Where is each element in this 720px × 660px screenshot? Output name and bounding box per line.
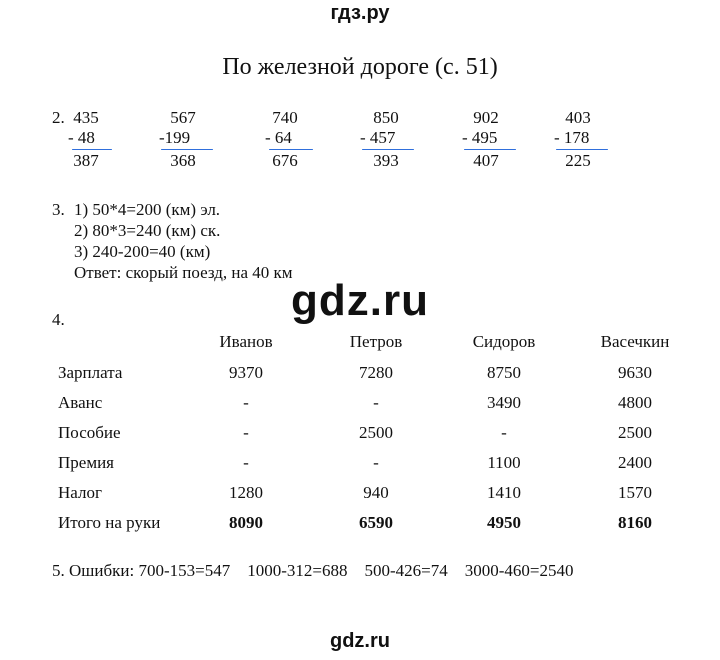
- table-cell: 940: [363, 483, 389, 502]
- table-cell: -: [501, 423, 507, 442]
- table-cell: 2500: [359, 423, 393, 442]
- task3-label: 3.: [52, 200, 65, 219]
- minuend: 567: [170, 108, 196, 127]
- difference: 393: [373, 151, 399, 170]
- difference: 676: [272, 151, 298, 170]
- task2-label: 2.: [52, 108, 65, 127]
- subtrahend: -199: [159, 128, 191, 147]
- row-label: Зарплата: [58, 363, 123, 382]
- minuend: 740: [272, 108, 298, 127]
- difference: 225: [565, 151, 591, 170]
- row-label: Налог: [58, 483, 102, 502]
- table-cell: -: [373, 453, 379, 472]
- subtrahend: - 48: [68, 128, 95, 147]
- column-header: Сидоров: [472, 332, 536, 351]
- subtrahend: - 178: [554, 128, 590, 147]
- underline: [269, 149, 313, 150]
- table-cell: 2500: [618, 423, 652, 442]
- table-cell: 3490: [487, 393, 521, 412]
- row-label: Премия: [58, 453, 114, 472]
- table-cell: -: [243, 453, 249, 472]
- subtrahend: - 495: [462, 128, 498, 147]
- table-cell: 9630: [618, 363, 652, 382]
- table-cell: 8750: [487, 363, 521, 382]
- row-label: Пособие: [58, 423, 121, 442]
- difference: 407: [473, 151, 499, 170]
- minuend: 850: [373, 108, 399, 127]
- task3-answer: Ответ: скорый поезд, на 40 км: [74, 263, 293, 282]
- subtrahend: - 64: [265, 128, 292, 147]
- underline: [464, 149, 516, 150]
- table-cell: -: [373, 393, 379, 412]
- underline: [362, 149, 414, 150]
- page-title: По железной дороге (с. 51): [222, 54, 498, 80]
- column-header: Васечкин: [600, 332, 670, 351]
- table-cell: -: [243, 423, 249, 442]
- task5-errors: 5. Ошибки: 700-153=547 1000-312=688 500-426=74 3000-460=2540: [52, 561, 574, 580]
- table-cell: -: [243, 393, 249, 412]
- task4-label: 4.: [52, 310, 65, 329]
- underline: [556, 149, 608, 150]
- watermark: gdz.ru: [291, 276, 429, 325]
- table-cell: 2400: [618, 453, 652, 472]
- table-cell: 1100: [487, 453, 521, 472]
- table-cell: 1570: [618, 483, 652, 502]
- minuend: 403: [565, 108, 591, 127]
- row-label: Итого на руки: [58, 513, 161, 532]
- underline: [72, 149, 112, 150]
- task3-line: 2) 80*3=240 (км) ск.: [74, 221, 221, 240]
- total-cell: 8160: [618, 513, 652, 532]
- underline: [161, 149, 213, 150]
- minuend: 435: [73, 108, 99, 127]
- site-footer: gdz.ru: [330, 630, 390, 652]
- difference: 368: [170, 151, 196, 170]
- column-header: Иванов: [219, 332, 273, 351]
- task3-line: 1) 50*4=200 (км) эл.: [74, 200, 221, 219]
- table-cell: 9370: [229, 363, 263, 382]
- total-cell: 4950: [487, 513, 521, 532]
- subtrahend: - 457: [360, 128, 396, 147]
- site-header: гдз.ру: [330, 2, 390, 24]
- table-cell: 1280: [229, 483, 263, 502]
- task3-line: 3) 240-200=40 (км): [74, 242, 211, 261]
- table-cell: 7280: [359, 363, 393, 382]
- total-cell: 6590: [359, 513, 393, 532]
- column-header: Петров: [349, 332, 403, 351]
- minuend: 902: [473, 108, 499, 127]
- table-cell: 1410: [487, 483, 521, 502]
- difference: 387: [73, 151, 99, 170]
- table-cell: 4800: [618, 393, 652, 412]
- row-label: Аванс: [58, 393, 103, 412]
- total-cell: 8090: [229, 513, 263, 532]
